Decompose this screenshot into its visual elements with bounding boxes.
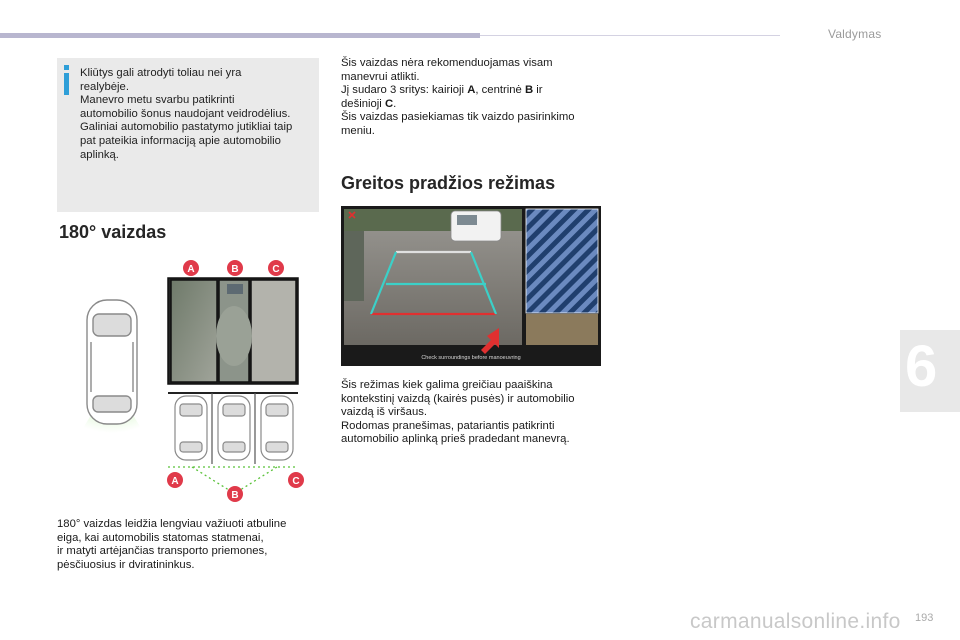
info-line: aplinką.	[80, 148, 119, 161]
header-rule	[480, 35, 780, 36]
car-top-view	[87, 300, 137, 424]
section-name: Valdymas	[828, 27, 882, 41]
label-top-b: B	[231, 264, 239, 275]
top-labels	[183, 260, 284, 276]
camera-screen	[168, 278, 298, 384]
heading-quick-start: Greitos pradžios režimas	[341, 173, 556, 193]
paragraph-line: Šis vaizdas pasiekiamas tik vaizdo pasirinkimo	[341, 111, 575, 124]
screen-caption: Check surroundings before manoeuvring	[421, 355, 521, 361]
paragraph-line: eiga, kai automobilis statomas statmenai,	[57, 531, 264, 544]
figure-180-view	[72, 256, 312, 506]
paragraph-180-description	[57, 518, 327, 572]
text-run: , centrinė	[475, 84, 525, 97]
zone-b: B	[524, 84, 534, 97]
paragraph-line-zones	[341, 84, 611, 98]
text-run: .	[393, 97, 397, 110]
info-line: Galiniai automobilio pastatymo jutikliai taip	[80, 121, 293, 134]
paragraph-line: manevrui atlikti.	[341, 70, 420, 83]
chapter-number: 6	[905, 334, 938, 399]
paragraph-quick-start	[341, 379, 611, 447]
text-run: Jį sudaro 3 sritys: kairioji	[341, 84, 468, 97]
label-top-c: C	[272, 264, 280, 275]
watermark: carmanualsonline.info	[690, 610, 901, 633]
parked-cars	[175, 396, 293, 460]
heading-180-view: 180° vaizdas	[59, 222, 167, 242]
label-bottom-c: C	[292, 476, 300, 487]
paragraph-line: automobilio aplinką prieš pradedant manevrą.	[341, 433, 570, 446]
paragraph-line: Šis režimas kiek galima greičiau paaiškina	[341, 379, 553, 391]
label-bottom-a: A	[171, 476, 179, 487]
top-down-view	[526, 209, 598, 313]
paragraph-line: vaizdą iš viršaus.	[341, 406, 428, 419]
label-top-a: A	[187, 264, 195, 275]
page-number: 193	[915, 612, 934, 624]
rear-camera-view	[344, 209, 522, 345]
paragraph-180-notes	[341, 57, 611, 139]
info-icon	[63, 65, 71, 95]
paragraph-line: meniu.	[341, 124, 375, 137]
paragraph-line: pėsčiuosius ir dviratininkus.	[57, 558, 195, 571]
zone-c: C	[384, 97, 394, 110]
info-line: pat pateikia informaciją apie automobilio	[80, 134, 281, 147]
info-line: automobilio šonus naudojant veidrodėlius.	[80, 107, 291, 120]
paragraph-line: Šis vaizdas nėra rekomenduojamas visam	[341, 57, 553, 69]
figure-quick-start-screen	[341, 206, 601, 366]
paragraph-line: ir matyti artėjančias transporto priemones,	[57, 545, 268, 558]
info-line: Manevro metu svarbu patikrinti	[80, 94, 235, 107]
contextual-view-preview	[526, 314, 598, 345]
info-text	[80, 67, 316, 162]
label-bottom-b: B	[231, 490, 239, 501]
bottom-labels	[167, 472, 304, 502]
text-run: dešinioji	[341, 97, 385, 110]
paragraph-line-zone-c	[341, 98, 611, 112]
text-run: ir	[533, 84, 543, 97]
paragraph-line: 180° vaizdas leidžia lengviau važiuoti atbuline	[57, 518, 287, 530]
info-line: realybėje.	[80, 80, 129, 93]
header-bar	[0, 33, 480, 38]
paragraph-line: kontekstinį vaizdą (kairės pusės) ir automobilio	[341, 392, 575, 405]
zone-a: A	[467, 84, 476, 97]
paragraph-line: Rodomas pranešimas, patariantis patikrinti	[341, 419, 555, 432]
info-line: Kliūtys gali atrodyti toliau nei yra	[80, 67, 242, 79]
